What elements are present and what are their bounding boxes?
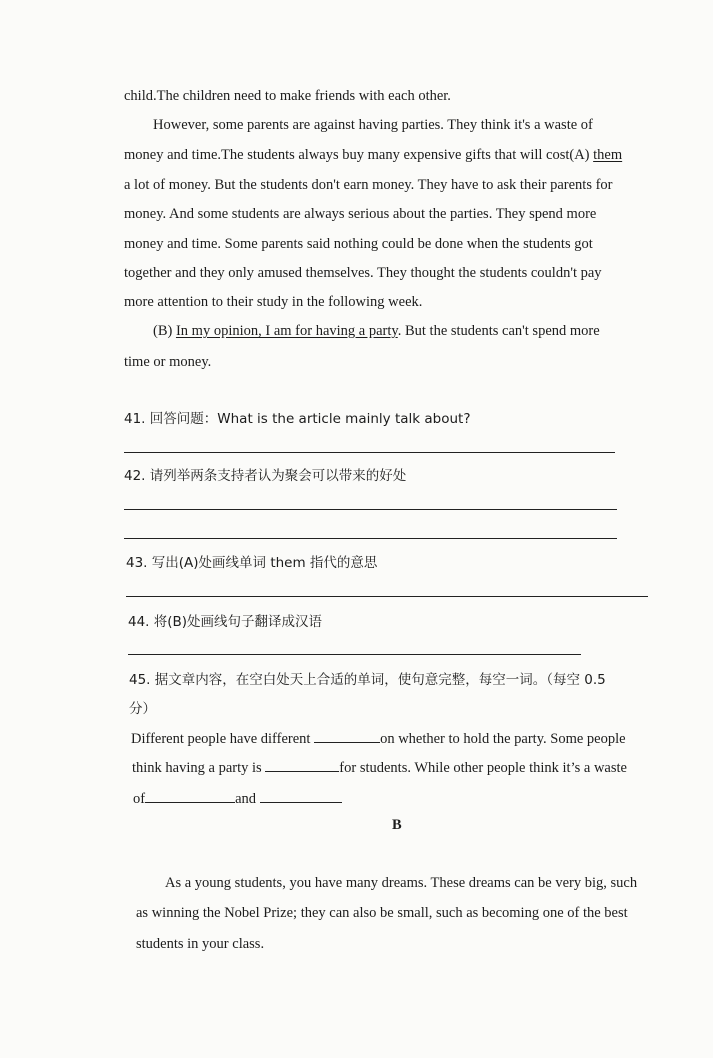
section-b-line: As a young students, you have many dreams. These dreams can be very big, such [165,875,638,891]
q45-text: and [235,791,260,807]
fill-blank-2[interactable] [265,757,339,772]
passage-line: However, some parents are against having parties. They think it's a waste of [153,117,593,133]
passage-line: time or money. [124,354,212,370]
passage-line [124,145,622,165]
answer-line-41[interactable] [124,452,615,453]
fill-blank-4[interactable] [260,788,342,803]
q45-text: Different people have different [131,731,315,747]
answer-line-42a[interactable] [124,509,617,510]
passage-line: money. And some students are always serious about the parties. They spend more [124,206,597,222]
underlined-word-them: them [593,147,623,163]
fill-blank-3[interactable] [145,788,235,803]
question-42: 42. 请列举两条支持者认为聚会可以带来的好处 [124,468,407,484]
q45-sentence [131,728,626,749]
passage-text: . But the students can't spend more [397,323,600,339]
passage-text: money and time.The students always buy many expensive gifts that will cost(A) [124,147,594,163]
passage-line: child.The children need to make friends with each other. [124,88,451,104]
section-b-heading: B [392,817,402,833]
passage-line: together and they only amused themselves. They thought the students couldn't pay [124,265,602,281]
q45-sentence [133,788,342,809]
q45-text: on whether to hold the party. Some people [380,731,626,747]
answer-line-43[interactable] [126,596,648,597]
q45-text: think having a party is [132,760,266,776]
underlined-sentence-b: In my opinion, I am for having a party [175,323,398,339]
passage-line: money and time. Some parents said nothing could be done when the students got [124,236,593,252]
passage-line: more attention to their study in the following week. [124,294,423,310]
fill-blank-1[interactable] [314,728,380,743]
question-41: 41. 回答问题：What is the article mainly talk about? [124,411,471,427]
question-45-cont: 分） [129,701,156,717]
q45-sentence [132,757,627,778]
q45-text: of [133,791,146,807]
section-b-line: as winning the Nobel Prize; they can also be small, such as becoming one of the best [136,905,628,921]
answer-line-42b[interactable] [124,538,617,539]
question-44: 44. 将(B)处画线句子翻译成汉语 [128,614,323,630]
passage-line [153,321,600,341]
q45-text: for students. While other people think it’s a waste [339,760,627,776]
passage-text: (B) [153,323,176,339]
section-b-line: students in your class. [136,936,265,952]
answer-line-44[interactable] [128,654,581,655]
passage-line: a lot of money. But the students don't earn money. They have to ask their parents for [124,177,613,193]
question-43: 43. 写出(A)处画线单词 them 指代的意思 [126,555,378,571]
question-45: 45. 据文章内容，在空白处天上合适的单词，使句意完整，每空一词。（每空 0.5 [129,672,606,688]
